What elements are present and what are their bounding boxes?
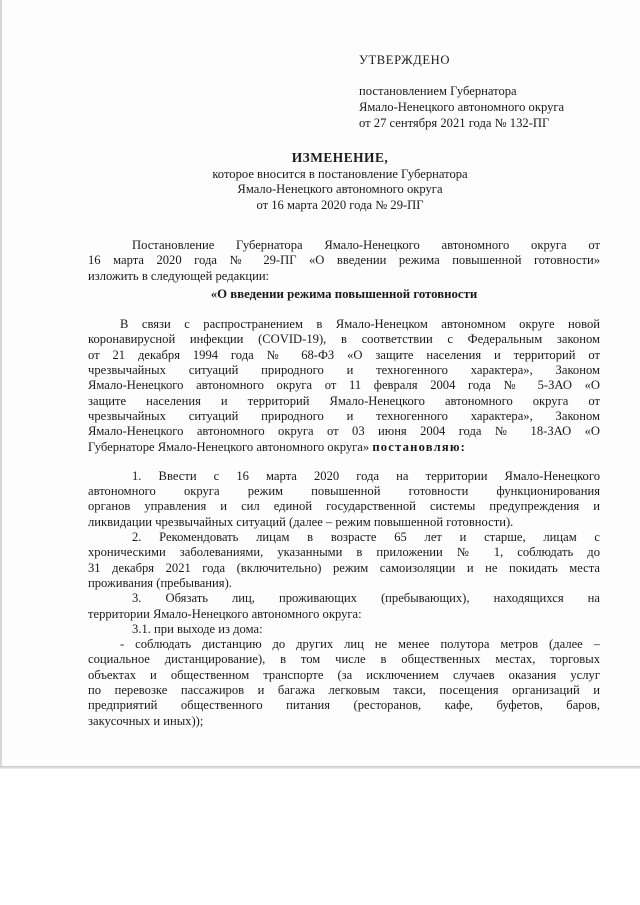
preamble-paragraph — [88, 317, 600, 455]
text-line: Постановление Губернатора Ямало-Ненецкого автономного округа от — [132, 238, 600, 252]
text-line: закусочных и иных)); — [88, 713, 204, 728]
item-3 — [88, 591, 600, 622]
item-3-1-bullet — [88, 637, 600, 729]
text-line: В связи с распространением в Ямало-Ненецком автономном округе новой — [120, 317, 600, 332]
text-line: от 21 декабря 1994 года № 68-ФЗ «О защите населения и территорий от — [88, 347, 600, 362]
text-line: 1. Ввести с 16 марта 2020 года на территории Ямало-Ненецкого — [132, 468, 600, 483]
text-line: 3.1. при выходе из дома: — [132, 621, 263, 636]
text-line: защите населения и территорий Ямало-Ненецкого автономного округа от — [88, 393, 600, 408]
page-bottom-edge — [0, 766, 640, 769]
text-line: Ямало-Ненецкого автономного округа от 03 июня 2004 года № 18-ЗАО «О — [88, 424, 600, 439]
spacer — [88, 455, 600, 469]
heading-line: которое вносится в постановление Губернатора — [212, 166, 468, 181]
approval-block — [359, 52, 619, 131]
text-line: Ямало-Ненецкого автономного округа от 11 февраля 2004 года № 5-ЗАО «О — [88, 378, 600, 393]
decree-title: «О введении режима повышенной готовности — [210, 286, 478, 301]
item-1 — [88, 469, 600, 530]
text-line: изложить в следующей редакции: — [88, 268, 270, 283]
heading-title: ИЗМЕНЕНИЕ, — [291, 150, 389, 165]
text-line: органов управления и сил единой государственной системы предупреждения и — [88, 499, 600, 514]
text-line: коронавирусной инфекции (COVID-19), в соответствии с Федеральным законом — [88, 332, 600, 347]
text-line: 3. Обязать лиц, проживающих (пребывающих), находящихся на — [132, 591, 600, 606]
text-line: предприятий общественного питания (ресторанов, кафе, буфетов, баров, — [88, 698, 600, 713]
document-heading — [120, 150, 560, 213]
approval-line: Ямало-Ненецкого автономного округа — [359, 100, 565, 114]
text-line: 2. Рекомендовать лицам в возрасте 65 лет и старше, лицам с — [132, 530, 600, 545]
heading-line: от 16 марта 2020 года № 29-ПГ — [256, 197, 424, 212]
text-line: социальное дистанцирование), в том числе в общественных местах, торговых — [88, 652, 600, 667]
text-line: - соблюдать дистанцию до других лиц не менее полутора метров (далее – — [120, 637, 600, 652]
page-left-edge — [0, 0, 2, 768]
text-line: ликвидации чрезвычайных ситуаций (далее – режим повышенной готовности). — [88, 514, 514, 529]
approval-line: постановлением Губернатора — [359, 84, 517, 98]
approval-line: от 27 сентября 2021 года № 132-ПГ — [359, 116, 550, 130]
text-line: автономного округа режим повышенной готовности функционирования — [88, 484, 600, 499]
text-line: 16 марта 2020 года № 29-ПГ «О введении режима повышенной готовности» — [88, 253, 600, 268]
decree-word: постановляю: — [372, 439, 467, 454]
text-line: 31 декабря 2021 года (включительно) режим самоизоляции и не покидать места — [88, 560, 600, 575]
intro-paragraph — [88, 238, 600, 284]
item-3-1 — [88, 622, 600, 637]
approval-title: УТВЕРЖДЕНО — [359, 53, 451, 67]
text-line: хроническими заболеваниями, указанными в приложении № 1, соблюдать до — [88, 545, 600, 560]
text-line: объектах и общественном транспорте (за исключением случаев оказания услуг — [88, 667, 600, 682]
text-fragment: Губернаторе Ямало-Ненецкого автономного округа» — [88, 439, 370, 454]
document-body — [88, 238, 600, 729]
text-line: чрезвычайных ситуаций природного и техногенного характера», Законом — [88, 408, 600, 423]
item-2 — [88, 530, 600, 591]
text-line: чрезвычайных ситуаций природного и техногенного характера», Законом — [88, 363, 600, 378]
text-line: территории Ямало-Ненецкого автономного округа: — [88, 606, 362, 621]
heading-line: Ямало-Ненецкого автономного округа — [237, 182, 443, 196]
text-line: по перевозке пассажиров и багажа легковым такси, посещения организаций и — [88, 683, 600, 698]
text-line: проживания (пребывания). — [88, 575, 232, 590]
text-line — [88, 440, 600, 455]
